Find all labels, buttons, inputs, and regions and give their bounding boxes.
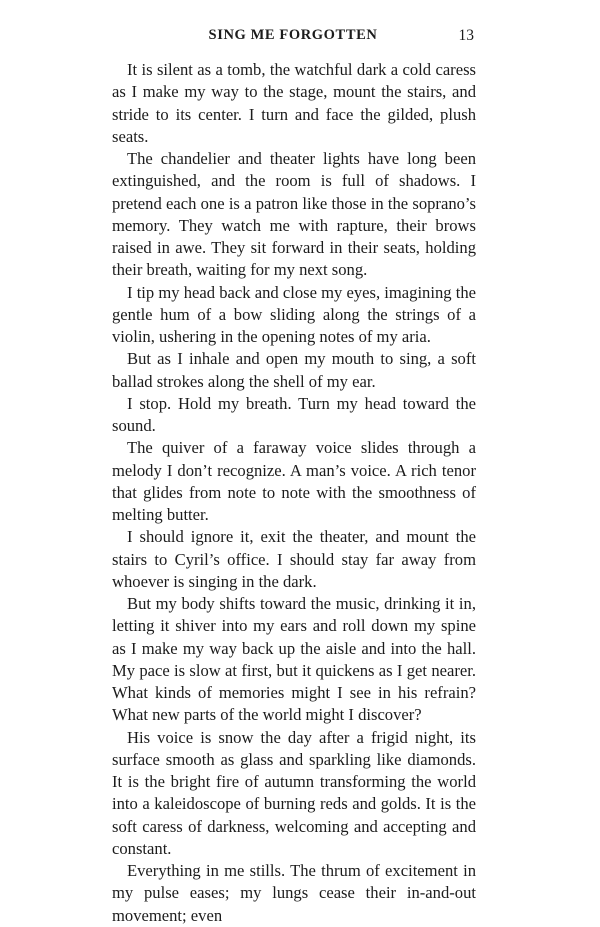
paragraph: I tip my head back and close my eyes, imagining the gentle hum of a bow sliding along the strings of a violin, ushering in the opening notes of my aria. [112,282,476,346]
running-title: SING ME FORGOTTEN [208,27,378,43]
paragraph: Everything in me stills. The thrum of excitement in my pulse eases; my lungs cease their in-and-out movement; even [112,861,476,925]
paragraph: The quiver of a faraway voice slides through a melody I don’t recognize. A man’s voice. A rich tenor that glides from note to note with the smoothness of melting butter. [112,438,476,524]
page-number: 13 [458,27,474,44]
paragraph: I should ignore it, exit the theater, and mount the stairs to Cyril’s office. I should stay far away from whoever is singing in the dark. [112,527,476,591]
paragraph: The chandelier and theater lights have long been extinguished, and the room is full of shadows. I pretend each one is a patron like those in the soprano’s memory. They watch me with rapture, their brows raised in awe. They sit forward in their seats, holding their breath, waiting for my next song. [112,149,476,280]
running-header [112,27,474,47]
paragraph: I stop. Hold my breath. Turn my head toward the sound. [112,393,476,435]
paragraph: But as I inhale and open my mouth to sing, a soft ballad strokes along the shell of my ear. [112,349,476,391]
paragraph: His voice is snow the day after a frigid night, its surface smooth as glass and sparkling like diamonds. It is the bright fire of autumn transforming the world into a kaleidoscope of burning reds and golds. It is the soft caress of darkness, welcoming and accepting and constant. [112,727,476,858]
body-text [112,59,476,927]
paragraph: But my body shifts toward the music, drinking it in, letting it shiver into my ears and roll down my spine as I make my way back up the aisle and into the hall. My pace is slow at first, but it quickens as I get nearer. What kinds of memories might I see in his refrain? What new parts of the world might I discover? [112,594,476,725]
paragraph: It is silent as a tomb, the watchful dark a cold caress as I make my way to the stage, mount the stairs, and stride to its center. I turn and face the gilded, plush seats. [112,60,476,146]
